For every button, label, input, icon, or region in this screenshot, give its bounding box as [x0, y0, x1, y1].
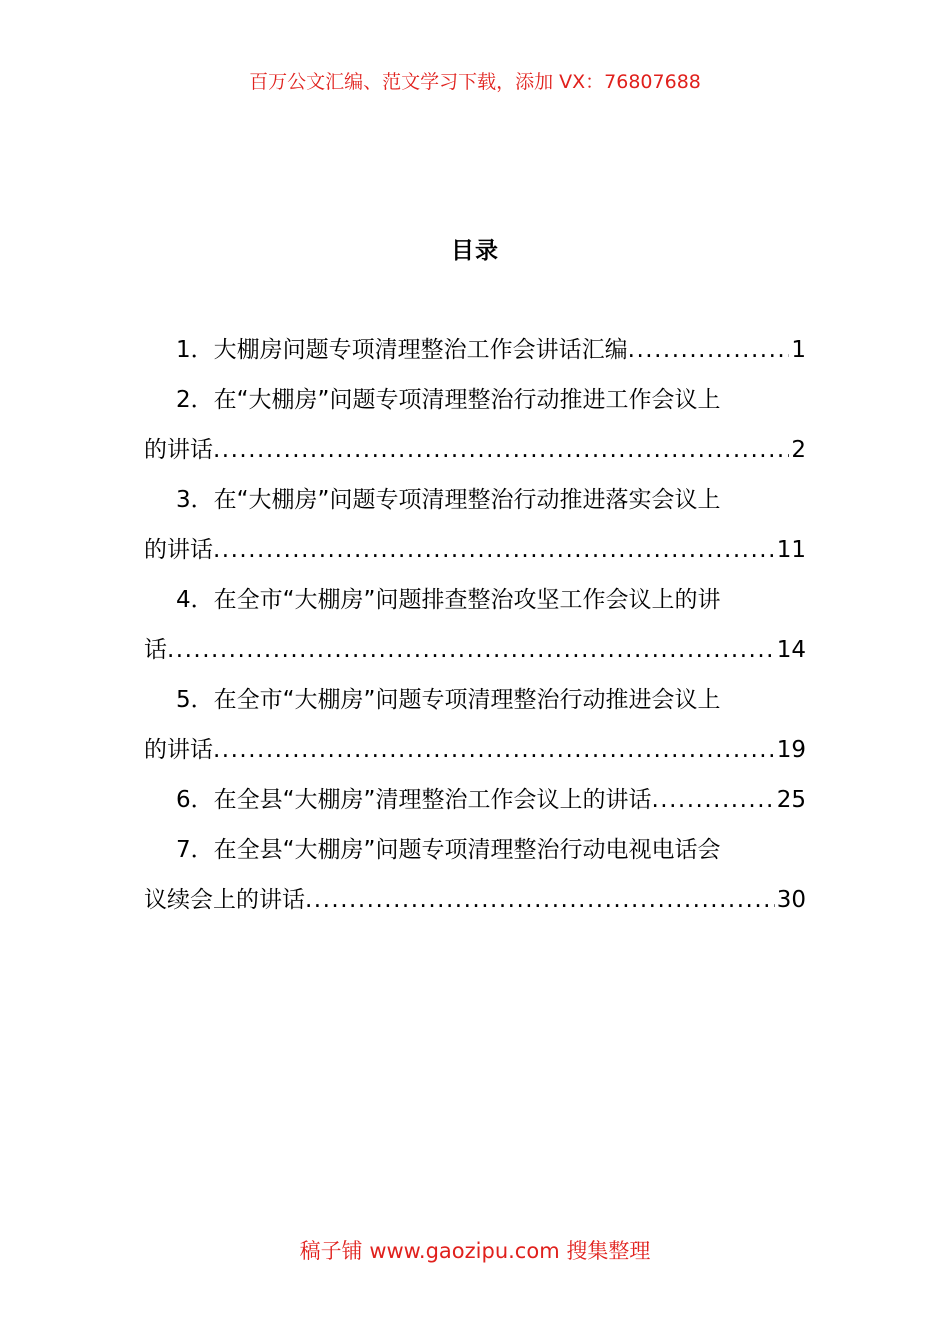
toc-entry-number: 6． — [176, 787, 214, 813]
toc-entry-4-line-1[interactable] — [144, 582, 806, 632]
toc-entry-number: 3． — [176, 487, 214, 513]
toc-entry-page: 19 — [776, 737, 806, 763]
toc-dot-leader — [628, 332, 790, 368]
toc-entry-3-line-2[interactable] — [144, 532, 806, 582]
toc-entry-title: 在全市“大棚房”问题排查整治攻坚工作会议上的讲 — [213, 587, 721, 613]
footer-watermark-note: 稿子铺 www.gaozipu.com 搜集整理 — [299, 1239, 651, 1263]
toc-entry-title: 在全县“大棚房”问题专项清理整治行动电视电话会 — [213, 837, 721, 863]
toc-entry-page: 2 — [791, 437, 806, 463]
toc-dot-leader — [167, 632, 775, 668]
toc-entry-title-continued: 话 — [144, 637, 167, 663]
toc-entry-6[interactable] — [144, 782, 806, 832]
toc-entry-4-line-2[interactable] — [144, 632, 806, 682]
toc-entry-title: 大棚房问题专项清理整治工作会讲话汇编 — [213, 337, 628, 363]
toc-entry-5-line-1[interactable] — [144, 682, 806, 732]
table-of-contents — [144, 332, 806, 932]
toc-dot-leader — [213, 532, 775, 568]
toc-entry-number: 1． — [176, 337, 214, 363]
toc-entry-page: 11 — [776, 537, 806, 563]
toc-entry-number: 5． — [176, 687, 214, 713]
toc-entry-2-line-2[interactable] — [144, 432, 806, 482]
toc-entry-title: 在“大棚房”问题专项清理整治行动推进落实会议上 — [213, 487, 721, 513]
toc-entry-7-line-2[interactable] — [144, 882, 806, 932]
toc-entry-title: 在“大棚房”问题专项清理整治行动推进工作会议上 — [213, 387, 721, 413]
header-watermark-note: 百万公文汇编、范文学习下载，添加 VX：76807688 — [249, 71, 701, 93]
toc-entry-number: 4． — [176, 587, 214, 613]
toc-dot-leader — [305, 882, 775, 918]
toc-entry-title: 在全县“大棚房”清理整治工作会议上的讲话 — [213, 787, 652, 813]
toc-entry-title-continued: 的讲话 — [144, 437, 213, 463]
toc-entry-title: 在全市“大棚房”问题专项清理整治行动推进会议上 — [213, 687, 721, 713]
toc-entry-page: 30 — [776, 887, 806, 913]
toc-entry-page: 14 — [776, 637, 806, 663]
toc-entry-page: 1 — [791, 337, 806, 363]
toc-entry-title-continued: 议续会上的讲话 — [144, 887, 305, 913]
toc-entry-5-line-2[interactable] — [144, 732, 806, 782]
toc-entry-3-line-1[interactable] — [144, 482, 806, 532]
toc-entry-page: 25 — [776, 787, 806, 813]
toc-entry-title-continued: 的讲话 — [144, 537, 213, 563]
toc-title: 目录 — [451, 238, 499, 264]
toc-entry-1[interactable] — [144, 332, 806, 382]
toc-dot-leader — [213, 732, 775, 768]
toc-dot-leader — [213, 432, 789, 468]
toc-entry-number: 2． — [176, 387, 214, 413]
toc-entry-7-line-1[interactable] — [144, 832, 806, 882]
toc-entry-2-line-1[interactable] — [144, 382, 806, 432]
toc-entry-number: 7． — [176, 837, 214, 863]
toc-dot-leader — [651, 782, 774, 818]
toc-entry-title-continued: 的讲话 — [144, 737, 213, 763]
